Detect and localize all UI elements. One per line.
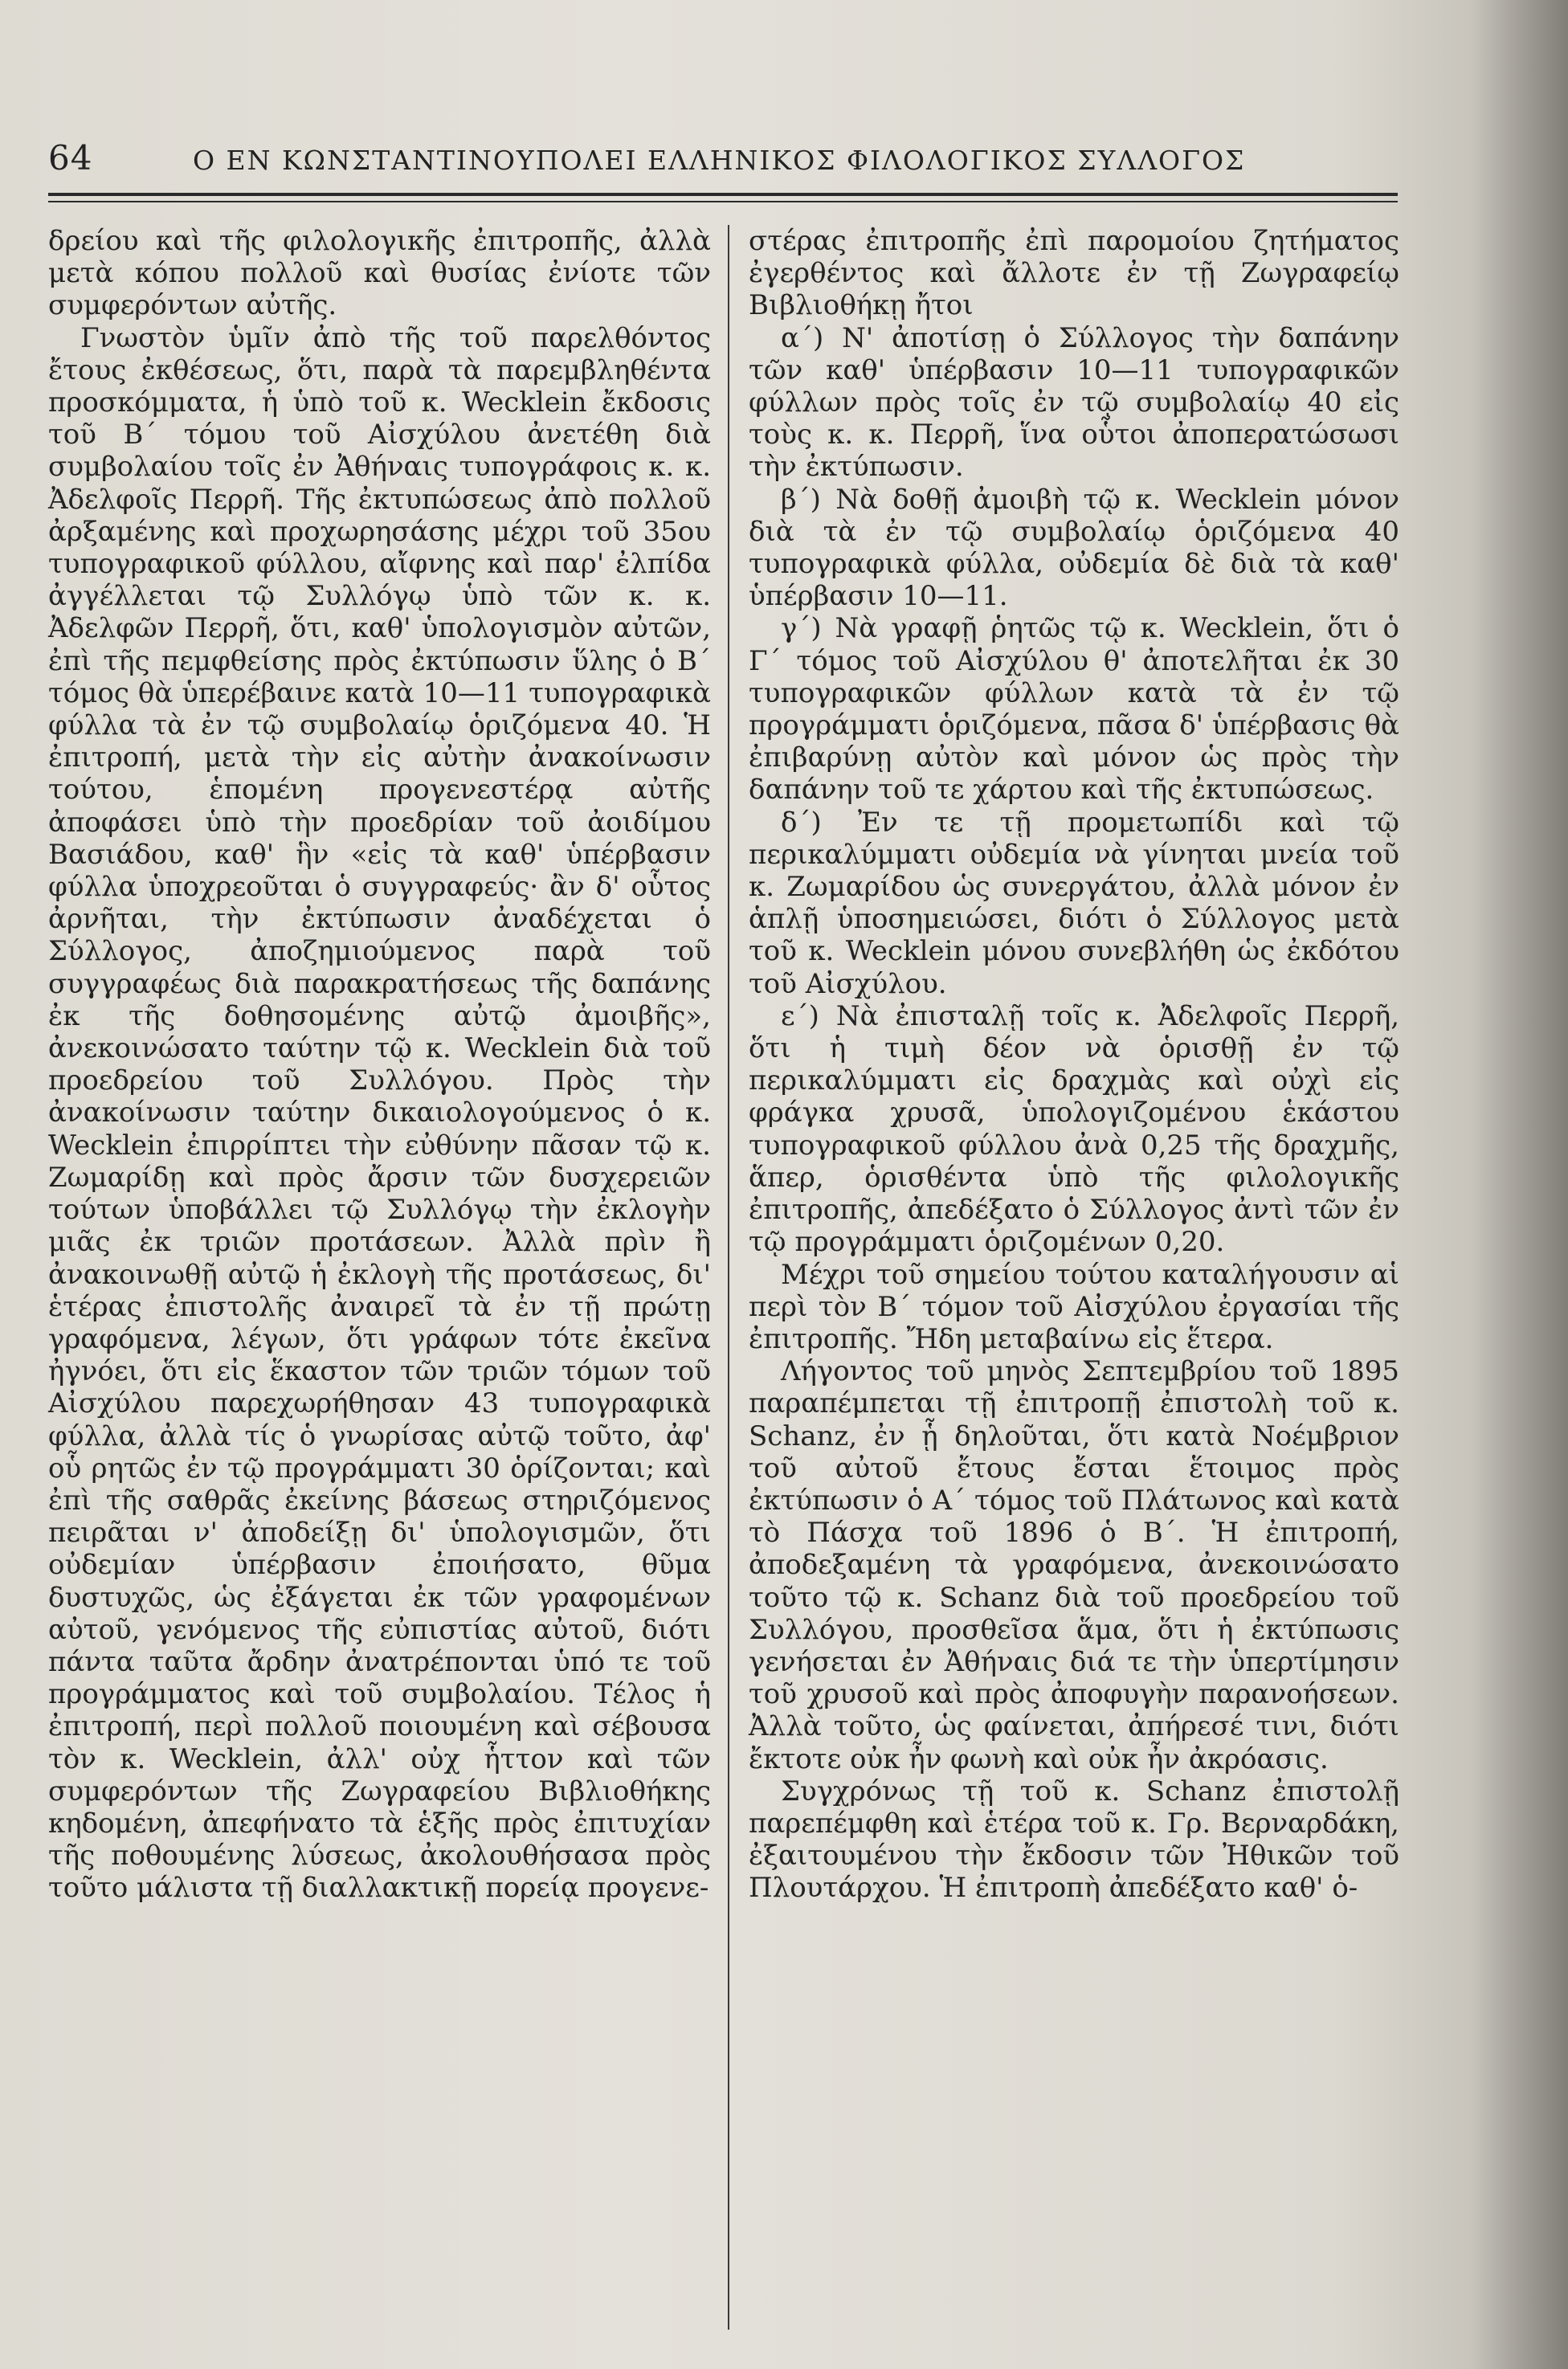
- right-paragraph: Μέχρι τοῦ σημείου τούτου καταλήγουσιν αἱ περὶ τὸν Β΄ τόμον τοῦ Αἰσχύλου ἐργασίαι τῆς ἐπιτροπῆς. Ἤδη μεταβαίνω εἰς ἕτερα.: [749, 1258, 1399, 1355]
- journal-title: Ο ΕΝ ΚΩΝΣΤΑΝΤΙΝΟΥΠΟΛΕΙ ΕΛΛΗΝΙΚΟΣ ΦΙΛΟΛΟΓΙΚΟΣ ΣΥΛΛΟΓΟΣ: [193, 145, 1246, 176]
- right-paragraph: στέρας ἐπιτροπῆς ἐπὶ παρομοίου ζητήματος ἐγερθέντος καὶ ἄλλοτε ἐν τῇ Ζωγραφείῳ Βιβλιοθήκῃ ἤτοι: [749, 225, 1399, 322]
- header-rule-thick: [48, 193, 1398, 196]
- running-head: [48, 138, 1390, 186]
- left-paragraph: δρείου καὶ τῆς φιλολογικῆς ἐπιτροπῆς, ἀλλὰ μετὰ κόπου πολλοῦ καὶ θυσίας ἐνίοτε τῶν συμφερόντων αὐτῆς.: [48, 225, 711, 322]
- left-column: [48, 225, 711, 1905]
- right-paragraph: δ΄) Ἐν τε τῇ προμετωπίδι καὶ τῷ περικαλύμματι οὐδεμία νὰ γίνηται μνεία τοῦ κ. Ζωμαρίδου ὡς συνεργάτου, ἀλλὰ μόνον ἐν ἁπλῇ ὑποσημειώσει, διότι ὁ Σύλλογος μετὰ τοῦ κ. Wecklein μόνου συνεβλήθη ὡς ἐκδότου τοῦ Αἰσχύλου.: [749, 806, 1399, 1000]
- column-divider: [728, 225, 729, 2330]
- right-paragraph: γ΄) Νὰ γραφῇ ῥητῶς τῷ κ. Wecklein, ὅτι ὁ Γ΄ τόμος τοῦ Αἰσχύλου θ' ἀποτελῆται ἐκ 30 τυπογραφικῶν φύλλων κατὰ τὰ ἐν τῷ προγράμματι ὁριζόμενα, πᾶσα δ' ὑπέρβασις θὰ ἐπιβαρύνῃ αὐτὸν καὶ μόνον ὡς πρὸς τὴν δαπάνην τοῦ τε χάρτου καὶ τῆς ἐκτυπώσεως.: [749, 612, 1399, 807]
- page-number: 64: [48, 138, 93, 178]
- header-rule-thin: [48, 201, 1398, 202]
- right-paragraph: Συγχρόνως τῇ τοῦ κ. Schanz ἐπιστολῇ παρεπέμφθη καὶ ἑτέρα τοῦ κ. Γρ. Βερναρδάκη, ἐξαιτουμένου τὴν ἔκδοσιν τῶν Ἠθικῶν τοῦ Πλουτάρχου. Ἡ ἐπιτροπὴ ἀπεδέξατο καθ' ὁ-: [749, 1775, 1399, 1905]
- right-paragraph: Λήγοντος τοῦ μηνὸς Σεπτεμβρίου τοῦ 1895 παραπέμπεται τῇ ἐπιτροπῇ ἐπιστολὴ τοῦ κ. Schanz, ἐν ᾗ δηλοῦται, ὅτι κατὰ Νοέμβριον τοῦ αὐτοῦ ἔτους ἔσται ἕτοιμος πρὸς ἐκτύπωσιν ὁ Α΄ τόμος τοῦ Πλάτωνος καὶ κατὰ τὸ Πάσχα τοῦ 1896 ὁ Β΄. Ἡ ἐπιτροπή, ἀποδεξαμένη τὰ γραφόμενα, ἀνεκοινώσατο τοῦτο τῷ κ. Schanz διὰ τοῦ προεδρείου τοῦ Συλλόγου, προσθεῖσα ἅμα, ὅτι ἡ ἐκτύπωσις γενήσεται ἐν Ἀθήναις διά τε τὴν ὑπερτίμησιν τοῦ χρυσοῦ καὶ πρὸς ἀποφυγὴν παρανοήσεων. Ἀλλὰ τοῦτο, ὡς φαίνεται, ἀπήρεσέ τινι, διότι ἔκτοτε οὐκ ἦν φωνὴ καὶ οὐκ ἦν ἀκρόασις.: [749, 1355, 1399, 1775]
- right-paragraph: α΄) Ν' ἀποτίσῃ ὁ Σύλλογος τὴν δαπάνην τῶν καθ' ὑπέρβασιν 10—11 τυπογραφικῶν φύλλων πρὸς τοῖς ἐν τῷ συμβολαίῳ 40 εἰς τοὺς κ. κ. Περρῆ, ἵνα οὗτοι ἀποπερατώσωσι τὴν ἐκτύπωσιν.: [749, 321, 1399, 484]
- right-paragraph: β΄) Νὰ δοθῇ ἀμοιβὴ τῷ κ. Wecklein μόνον διὰ τὰ ἐν τῷ συμβολαίῳ ὁριζόμενα 40 τυπογραφικὰ φύλλα, οὐδεμία δὲ διὰ τὰ καθ' ὑπέρβασιν 10—11.: [749, 483, 1399, 613]
- right-column: [749, 225, 1399, 1905]
- right-paragraph: ε΄) Νὰ ἐπισταλῇ τοῖς κ. Ἀδελφοῖς Περρῆ, ὅτι ἡ τιμὴ δέον νὰ ὁρισθῇ ἐν τῷ περικαλύμματι εἰς δραχμὰς καὶ οὐχὶ εἰς φράγκα χρυσᾶ, ὑπολογιζομένου ἑκάστου τυπογραφικοῦ φύλλου ἀνὰ 0,25 τῆς δραχμῆς, ἅπερ, ὁρισθέντα ὑπὸ τῆς φιλολογικῆς ἐπιτροπῆς, ἀπεδέξατο ὁ Σύλλογος ἀντὶ τῶν ἐν τῷ προγράμματι ὁριζομένων 0,20.: [749, 999, 1399, 1259]
- spine-shadow: [1472, 0, 1568, 2369]
- left-paragraph: Γνωστὸν ὑμῖν ἀπὸ τῆς τοῦ παρελθόντος ἔτους ἐκθέσεως, ὅτι, παρὰ τὰ παρεμβληθέντα προσκόμματα, ἡ ὑπὸ τοῦ κ. Wecklein ἔκδοσις τοῦ Β΄ τόμου τοῦ Αἰσχύλου ἀνετέθη διὰ συμβολαίου τοῖς ἐν Ἀθήναις τυπογράφοις κ. κ. Ἀδελφοῖς Περρῆ. Τῆς ἐκτυπώσεως ἀπὸ πολλοῦ ἀρξαμένης καὶ προχωρησάσης μέχρι τοῦ 35ου τυπογραφικοῦ φύλλου, αἴφνης καὶ παρ' ἐλπίδα ἀγγέλλεται τῷ Συλλόγῳ ὑπὸ τῶν κ. κ. Ἀδελφῶν Περρῆ, ὅτι, καθ' ὑπολογισμὸν αὐτῶν, ἐπὶ τῆς πεμφθείσης πρὸς ἐκτύπωσιν ὕλης ὁ Β΄ τόμος θὰ ὑπερέβαινε κατὰ 10—11 τυπογραφικὰ φύλλα τὰ ἐν τῷ συμβολαίῳ ὁριζόμενα 40. Ἡ ἐπιτροπή, μετὰ τὴν εἰς αὐτὴν ἀνακοίνωσιν τούτου, ἑπομένη προγενεστέρᾳ αὐτῆς ἀποφάσει ὑπὸ τὴν προεδρίαν τοῦ ἀοιδίμου Βασιάδου, καθ' ἣν «εἰς τὰ καθ' ὑπέρβασιν φύλλα ὑποχρεοῦται ὁ συγγραφεύς· ἂν δ' οὗτος ἀρνῆται, τὴν ἐκτύπωσιν ἀναδέχεται ὁ Σύλλογος, ἀποζημιούμενος παρὰ τοῦ συγγραφέως διὰ παρακρατήσεως τῆς δαπάνης ἐκ τῆς δοθησομένης αὐτῷ ἀμοιβῆς», ἀνεκοινώσατο ταύτην τῷ κ. Wecklein διὰ τοῦ προεδρείου τοῦ Συλλόγου. Πρὸς τὴν ἀνακοίνωσιν ταύτην δικαιολογούμενος ὁ κ. Wecklein ἐπιρρίπτει τὴν εὐθύνην πᾶσαν τῷ κ. Ζωμαρίδῃ καὶ πρὸς ἄρσιν τῶν δυσχερειῶν τούτων ὑποβάλλει τῷ Συλλόγῳ τὴν ἐκλογὴν μιᾶς ἐκ τριῶν προτάσεων. Ἀλλὰ πρὶν ἢ ἀνακοινωθῇ αὐτῷ ἡ ἐκλογὴ τῆς προτάσεως, δι' ἑτέρας ἐπιστολῆς ἀναιρεῖ τὰ ἐν τῇ πρώτῃ γραφόμενα, λέγων, ὅτι γράφων τότε ἐκεῖνα ἠγνόει, ὅτι εἰς ἕκαστον τῶν τριῶν τόμων τοῦ Αἰσχύλου παρεχωρήθησαν 43 τυπογραφικὰ φύλλα, ἀλλὰ τίς ὁ γνωρίσας αὐτῷ τοῦτο, ἀφ' οὗ ρητῶς ἐν τῷ προγράμματι 30 ὁρίζονται; καὶ ἐπὶ τῆς σαθρᾶς ἐκείνης βάσεως στηριζόμενος πειρᾶται ν' ἀποδείξῃ δι' ὑπολογισμῶν, ὅτι οὐδεμίαν ὑπέρβασιν ἐποιήσατο, θῦμα δυστυχῶς, ὡς ἐξάγεται ἐκ τῶν γραφομένων αὐτοῦ, γενόμενος τῆς εὐπιστίας αὐτοῦ, διότι πάντα ταῦτα ἄρδην ἀνατρέπονται ὑπό τε τοῦ προγράμματος καὶ τοῦ συμβολαίου. Τέλος ἡ ἐπιτροπή, περὶ πολλοῦ ποιουμένη καὶ σέβουσα τὸν κ. Wecklein, ἀλλ' οὐχ ἧττον καὶ τῶν συμφερόντων τῆς Ζωγραφείου Βιβλιοθήκης κηδομένη, ἀπεφήνατο τὰ ἑξῆς πρὸς ἐπιτυχίαν τῆς ποθουμένης λύσεως, ἀκολουθήσασα πρὸς τοῦτο μάλιστα τῇ διαλλακτικῇ πορείᾳ προγενε-: [48, 321, 711, 1905]
